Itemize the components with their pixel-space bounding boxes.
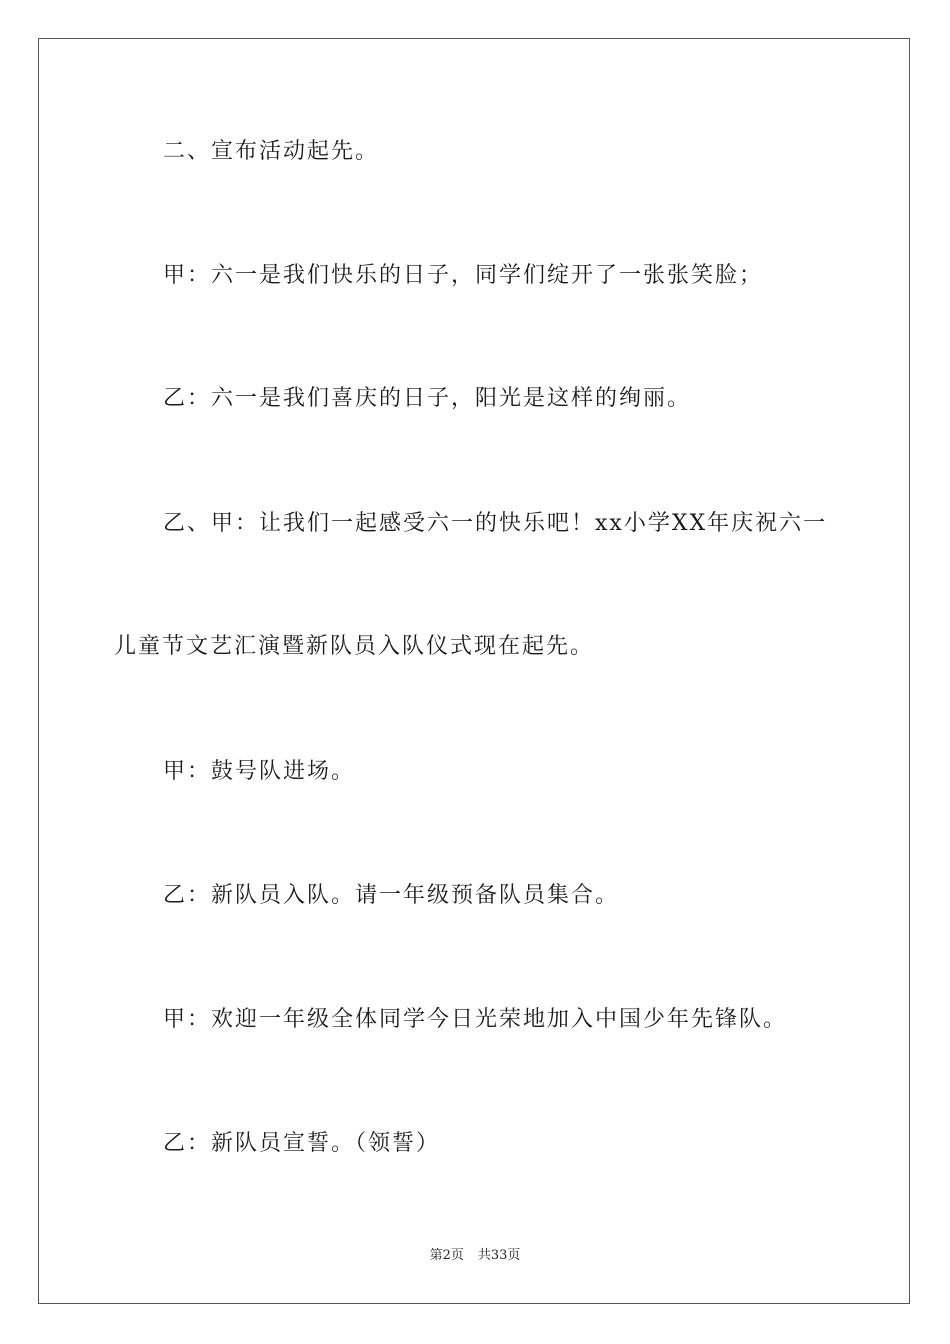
paragraph-oath: 乙：新队员宣誓。（领誓）: [163, 1131, 441, 1156]
paragraph-jia-line-1: 甲：六一是我们快乐的日子，同学们绽开了一张张笑脸；: [163, 263, 764, 288]
paragraph-announce-start: 二、宣布活动起先。: [163, 139, 380, 164]
paragraph-drum-team: 甲：鼓号队进场。: [163, 759, 356, 784]
page-total: 共33页: [477, 1248, 521, 1263]
page-footer: [0, 1247, 950, 1265]
page-frame: [38, 38, 910, 1304]
paragraph-joint-line-continued: 儿童节文艺汇演暨新队员入队仪式现在起先。: [114, 634, 595, 659]
page-number: 第2页: [429, 1248, 464, 1263]
paragraph-yi-line-1: 乙：六一是我们喜庆的日子，阳光是这样的绚丽。: [163, 386, 692, 411]
paragraph-joint-line: 乙、甲：让我们一起感受六一的快乐吧！xx小学XX年庆祝六一: [163, 511, 828, 536]
paragraph-new-members-assemble: 乙：新队员入队。请一年级预备队员集合。: [163, 883, 620, 908]
paragraph-welcome: 甲：欢迎一年级全体同学今日光荣地加入中国少年先锋队。: [163, 1007, 788, 1032]
